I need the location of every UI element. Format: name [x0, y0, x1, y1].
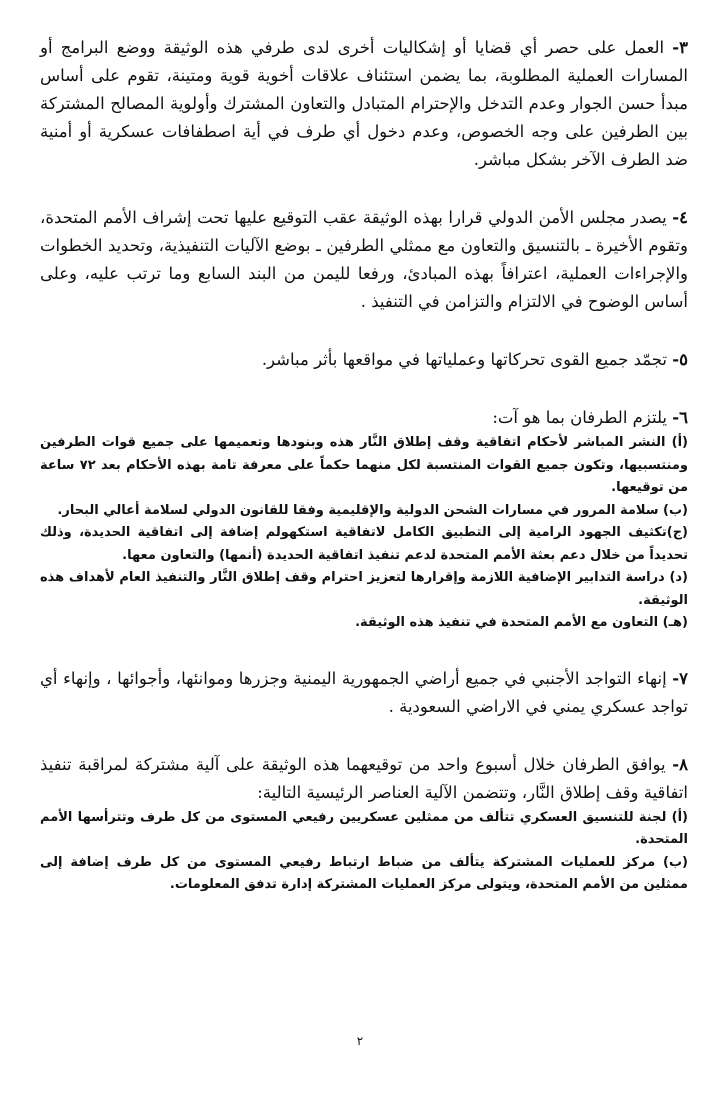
page-number: ٢	[356, 1034, 364, 1048]
clause-number: ٤-	[672, 208, 688, 227]
clause-lead	[40, 404, 688, 432]
clause-text: يلتزم الطرفان بما هو آت:	[492, 408, 673, 427]
sub-item-a: (أ) لجنة للتنسيق العسكري تتألف من ممثلين عسكريين رفيعي المستوى من كل طرف وتترأسها الأمم المتحدة.	[40, 809, 688, 847]
clause-number: ٧-	[672, 668, 688, 688]
clause-number: ٣-	[672, 38, 688, 57]
sub-item-b: (ب) سلامة المرور في مسارات الشحن الدولية والإقليمية وفقا للقانون الدولي لسلامة أعالي البحار.	[57, 502, 688, 518]
clause-7	[40, 665, 688, 721]
clause-number: ٨-	[672, 754, 688, 774]
clause-text: تجمّد جميع القوى تحركاتها وعملياتها في مواقعها بأثر مباشر.	[261, 350, 673, 369]
clause-8	[40, 751, 688, 897]
clause-5	[40, 346, 688, 374]
clause-4	[40, 204, 688, 316]
document-page	[40, 34, 688, 897]
sub-item-a: (أ) النشر المباشر لأحكام اتفاقية وقف إطلاق النَّار هذه وبنودها وتعميمها على جميع قوات الطرفين ومنتسبيها، وتكون جميع القوات المنتسبة لكل منهما حكماً على معرفة تامة بهذه الأحكام بعد ٧٢ ساعة من توقيعها.	[40, 435, 688, 495]
clause-text: يصدر مجلس الأمن الدولي قرارا بهذه الوثيقة عقب التوقيع عليها تحت إشراف الأمم المتحدة، وتقوم الأخيرة ـ بالتنسيق والتعاون مع ممثلي الطرفين ـ بوضع الآليات التنفيذية، وتحديد الخطوات والإجراءات العملية، اعترافاً بهذه المبادئ، ورفعا لليمن من البند السابع وما ترتب عليه، وعلى أساس الوضوح في الالتزام والتزامن في التنفيذ .	[40, 208, 688, 311]
clause-text: إنهاء التواجد الأجنبي في جميع أراضي الجمهورية اليمنية وجزرها وموانئها، وأجوائها ، وإنهاء أي تواجد عسكري يمني في الاراضي السعودية .	[40, 668, 688, 716]
clause-number: ٥-	[672, 350, 688, 369]
sub-item-e: (هـ) التعاون مع الأمم المتحدة في تنفيذ هذه الوثيقة.	[355, 615, 688, 630]
clause-lead	[40, 751, 688, 807]
clause-text: يوافق الطرفان خلال أسبوع واحد من توقيعهما هذه الوثيقة على آلية مشتركة لمراقبة تنفيذ اتفاقية وقف إطلاق النَّار، وتتضمن الآلية العناصر الرئيسية التالية:	[40, 754, 688, 802]
clause-6	[40, 404, 688, 635]
sub-item-b: (ب) مركز للعمليات المشتركة يتألف من ضباط ارتباط رفيعي المستوى من كل طرف إضافة إلى ممثلين من الأمم المتحدة، ويتولى مركز العمليات المشتركة إدارة تدفق المعلومات.	[40, 854, 688, 892]
sub-item-d: (د) دراسة التدابير الإضافية اللازمة وإقرارها لتعزيز احترام وقف إطلاق النَّار والتنفيذ العام لأهداف هذه الوثيقة.	[40, 570, 688, 608]
sub-item-c: (ج)تكثيف الجهود الرامية إلى التطبيق الكامل لاتفاقية استكهولم إضافة إلى اتفاقية الحديدة، وذلك تحديداً من خلال دعم بعثة الأمم المتحدة لدعم تنفيذ اتفاقية الحديدة (أنمها) والتعاون معها.	[40, 525, 688, 563]
clause-text: العمل على حصر أي قضايا أو إشكاليات أخرى لدى طرفي هذه الوثيقة ووضع البرامج أو المسارات العملية المطلوبة، بما يضمن استئناف علاقات أخوية قوية ومتينة، تقوم على أساس مبدأ حسن الجوار وعدم التدخل والإحترام المتبادل والتعاون المشترك وأولوية المصالح المشتركة بين الطرفين على وجه الخصوص، وعدم دخول أي طرف في أية اصطفافات عسكرية أو أمنية ضد الطرف الآخر بشكل مباشر.	[40, 38, 688, 169]
clause-3	[40, 34, 688, 174]
clause-number: ٦-	[672, 408, 688, 427]
